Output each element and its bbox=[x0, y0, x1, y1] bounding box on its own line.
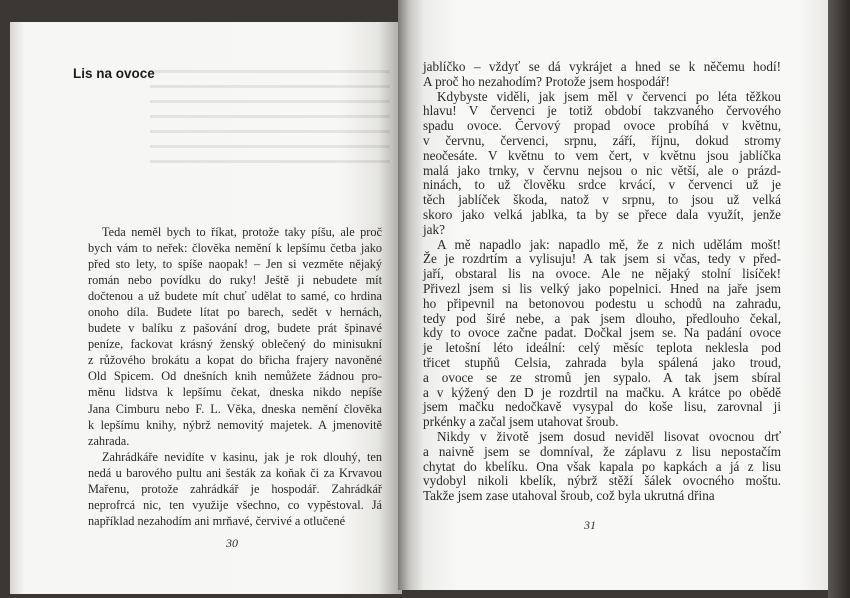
text-line: bych vám to neřek: člověka nemění k lepšímu četba jako bbox=[88, 241, 382, 256]
text-line: budete v balíku z pašování drog, budete prát špinavé bbox=[88, 321, 382, 336]
text-line: ninách, to už člověku srdce krvácí, v červenci už je bbox=[423, 177, 781, 193]
text-line: Mařenu, protože zahrádkář je hospodář. Zahrádkář bbox=[88, 481, 382, 496]
text-line: Že je rozdrtím a vylisuju! A tak jsem si včas, tedy v před- bbox=[423, 251, 781, 267]
left-page-text bbox=[88, 224, 382, 529]
text-line: onoho díla. Budete lítat po barech, sedět v hernách, bbox=[88, 305, 382, 320]
text-line: před sto lety, to spíše naopak! – Jen si vezměte nějaký bbox=[88, 257, 382, 272]
text-line: Nikdy v životě jsem dosud neviděl lisovat ovocnou drť bbox=[437, 428, 781, 444]
text-line: dočtenou a už budete mít chuť udělat to samé, co hrdina bbox=[88, 289, 382, 304]
page-number-left: 30 bbox=[226, 536, 238, 550]
text-line: jak? bbox=[423, 221, 445, 237]
page-number-right: 31 bbox=[584, 518, 596, 532]
text-line: a v kýžený den D je rozdrtil na mačku. A krátce po obědě bbox=[423, 384, 781, 400]
text-line: ho připevnil na betonovou podestu u schodů na zahradu, bbox=[423, 295, 781, 311]
text-line: Takže jsem zase utahoval šroub, což byla ukrutná dřina bbox=[423, 488, 715, 504]
text-line: a naivně jsem se domníval, že záplavu z lisu nepostačím bbox=[423, 443, 781, 459]
text-line: jsem mačku nedočkavě vysypal do koše lisu, zarovnal ji bbox=[423, 399, 781, 415]
text-line: Old Spicem. Od dnešních knih nemůžete žádnou pro- bbox=[88, 369, 382, 384]
text-line: A mě napadlo jak: napadlo mě, že z nich udělám mošt! bbox=[437, 236, 781, 252]
text-line: těch jablíček škoda, natož v srpnu, to jsou už velká bbox=[423, 192, 781, 208]
text-line: jablíčko – vždyť se dá vykrájet a hned se k něčemu hodí! bbox=[423, 59, 781, 74]
text-line: skoro jako velká jablka, ta by se přece dala využít, jenže bbox=[423, 206, 781, 222]
text-line: Zahrádkáře nevidíte v kasinu, jak je rok dlouhý, ten bbox=[102, 449, 382, 464]
text-line: A proč ho nezahodím? Protože jsem hospodář! bbox=[423, 73, 670, 89]
text-line: jaří, obstaral lis na ovoce. Ale ne nějaký stolní lisíček! bbox=[423, 266, 781, 282]
text-line: kdy to ovoce začne padat. Dočkal jsem se. Na padání ovoce bbox=[423, 325, 781, 341]
bleed-through-text bbox=[150, 70, 390, 165]
text-line: Kdybyste viděli, jak jsem měl v červenci po léta těžkou bbox=[437, 88, 781, 104]
text-line: prkénky a začal jsem utahovat šroub. bbox=[423, 414, 619, 430]
text-line: nedá u barového pultu ani šesták za koňak či za Krvavou bbox=[88, 465, 382, 480]
text-line: chytat do kbelíku. Ona však kapala po kapkách a já z lisu bbox=[423, 458, 781, 474]
text-line: hlavu! V červenci je totiž období takzvaného červového bbox=[423, 103, 781, 119]
text-line: Jana Cimburu nebo F. L. Věka, dneska nemění člověka bbox=[88, 401, 382, 416]
text-line: v červnu, červenci, srpnu, září, říjnu, dokud stromy bbox=[423, 132, 781, 148]
text-line: Přivezl jsem si lis velký jako popelnici. Hned na jaře jsem bbox=[423, 280, 781, 296]
text-line: Teda neměl bych to říkat, protože taky píšu, ale proč bbox=[102, 225, 382, 239]
text-line: třicet stupňů Celsia, zahrada byla spálená jako troud, bbox=[423, 354, 781, 370]
chapter-title: Lis na ovoce bbox=[73, 66, 155, 81]
text-line: peníze, fackovat krásný ženský oblečený do minisukní bbox=[88, 337, 382, 352]
text-line: k lepšímu knihy, nýbrž nemovitý majetek. A jmenovitě bbox=[88, 417, 382, 432]
book-edge bbox=[828, 0, 850, 598]
text-line: zahrada. bbox=[88, 433, 130, 448]
text-line: a ovoce se ze stromů jen sypalo. A tak jsem sbíral bbox=[423, 369, 781, 385]
text-line: například nezahodím ani mrňavé, červivé a otlučené bbox=[88, 513, 346, 528]
text-line: měnu lidstva k lepšímu čekat, dneska nikdo nepíše bbox=[88, 385, 382, 400]
right-page-text bbox=[423, 60, 781, 504]
text-line: je letošní léto ideální: celý měsíc teplota neklesla pod bbox=[423, 340, 781, 356]
text-line: z růžového brokátu a kopat do břicha frajery navoněné bbox=[88, 353, 382, 368]
text-line: spadu ovoce. Červový propad ovoce probíhá v květnu, bbox=[423, 118, 781, 134]
text-line: malá jako trnky, v červnu nejsou o nic větší, ale o prázd- bbox=[423, 162, 781, 178]
text-line: román nebo povídku do ruky! Ještě ji nebudete mít bbox=[88, 273, 382, 288]
text-line: vydobyl nikoli kbelík, nýbrž stěží šálek ovocného moštu. bbox=[423, 473, 781, 489]
text-line: neočesáte. V květnu to vem čert, v květnu jsou jablíčka bbox=[423, 147, 781, 163]
text-line: neprofrcá nic, ten využije všechno, co vypěstoval. Já bbox=[88, 497, 382, 512]
text-line: tedy pod širé nebe, a pak jsem dlouho, předlouho čekal, bbox=[423, 310, 781, 326]
